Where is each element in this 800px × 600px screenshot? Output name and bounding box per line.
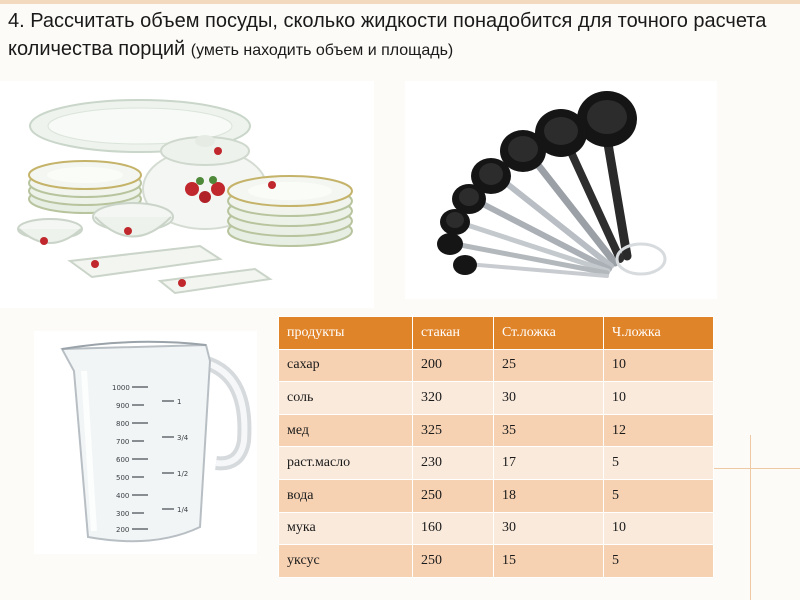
cell-glass: 160 [413, 512, 494, 545]
jug-scale-fraction: 1/2 [177, 470, 189, 478]
jug-scale-label: 700 [116, 438, 130, 446]
slide-title [8, 7, 788, 65]
dishes-image [0, 81, 374, 308]
cell-product: мука [279, 512, 413, 545]
header-glass: стакан [413, 317, 494, 350]
table-row [279, 447, 714, 480]
decorative-horizontal-line [706, 468, 800, 469]
top-accent-bar [0, 0, 800, 4]
cell-teaspoon: 10 [604, 512, 714, 545]
cell-glass: 230 [413, 447, 494, 480]
cell-glass: 250 [413, 545, 494, 578]
cell-teaspoon: 12 [604, 414, 714, 447]
table-row [279, 545, 714, 578]
jug-scale-label: 200 [116, 526, 130, 534]
jug-scale-label: 300 [116, 510, 130, 518]
jug-scale-label: 800 [116, 420, 130, 428]
jug-scale-fraction: 1/4 [177, 506, 189, 514]
header-tablespoon: Ст.ложка [494, 317, 604, 350]
header-products: продукты [279, 317, 413, 350]
products-table [278, 316, 714, 578]
table-row [279, 349, 714, 382]
slide-title-sub: (уметь находить объем и площадь) [190, 42, 454, 59]
cell-product: вода [279, 479, 413, 512]
table-row [279, 382, 714, 415]
spoons-image [405, 81, 717, 299]
cell-glass: 320 [413, 382, 494, 415]
table-header-row [279, 317, 714, 350]
cell-glass: 200 [413, 349, 494, 382]
jug-scale-label: 500 [116, 474, 130, 482]
jug-scale-fraction: 3/4 [177, 434, 189, 442]
measuring-jug-image [34, 331, 257, 554]
cell-teaspoon: 10 [604, 382, 714, 415]
jug-scale-label: 600 [116, 456, 130, 464]
cell-teaspoon: 5 [604, 447, 714, 480]
cell-teaspoon: 5 [604, 545, 714, 578]
cell-glass: 250 [413, 479, 494, 512]
decorative-vertical-line [750, 435, 751, 600]
jug-scale-label: 1000 [112, 384, 130, 392]
jug-scale-label: 400 [116, 492, 130, 500]
cell-glass: 325 [413, 414, 494, 447]
header-teaspoon: Ч.ложка [604, 317, 714, 350]
cell-tablespoon: 30 [494, 512, 604, 545]
table-row [279, 479, 714, 512]
cell-teaspoon: 5 [604, 479, 714, 512]
cell-tablespoon: 15 [494, 545, 604, 578]
cell-tablespoon: 25 [494, 349, 604, 382]
table-row [279, 414, 714, 447]
slide-title-main: 4. Рассчитать объем посуды, сколько жидкости понадобится для точного расчета количества порций [8, 10, 767, 60]
jug-scale-fraction: 1 [177, 398, 182, 406]
cell-tablespoon: 35 [494, 414, 604, 447]
cell-product: сахар [279, 349, 413, 382]
cell-product: раст.масло [279, 447, 413, 480]
table-row [279, 512, 714, 545]
cell-tablespoon: 30 [494, 382, 604, 415]
cell-teaspoon: 10 [604, 349, 714, 382]
cell-tablespoon: 18 [494, 479, 604, 512]
cell-product: соль [279, 382, 413, 415]
cell-product: мед [279, 414, 413, 447]
cell-product: уксус [279, 545, 413, 578]
jug-scale-label: 900 [116, 402, 130, 410]
cell-tablespoon: 17 [494, 447, 604, 480]
